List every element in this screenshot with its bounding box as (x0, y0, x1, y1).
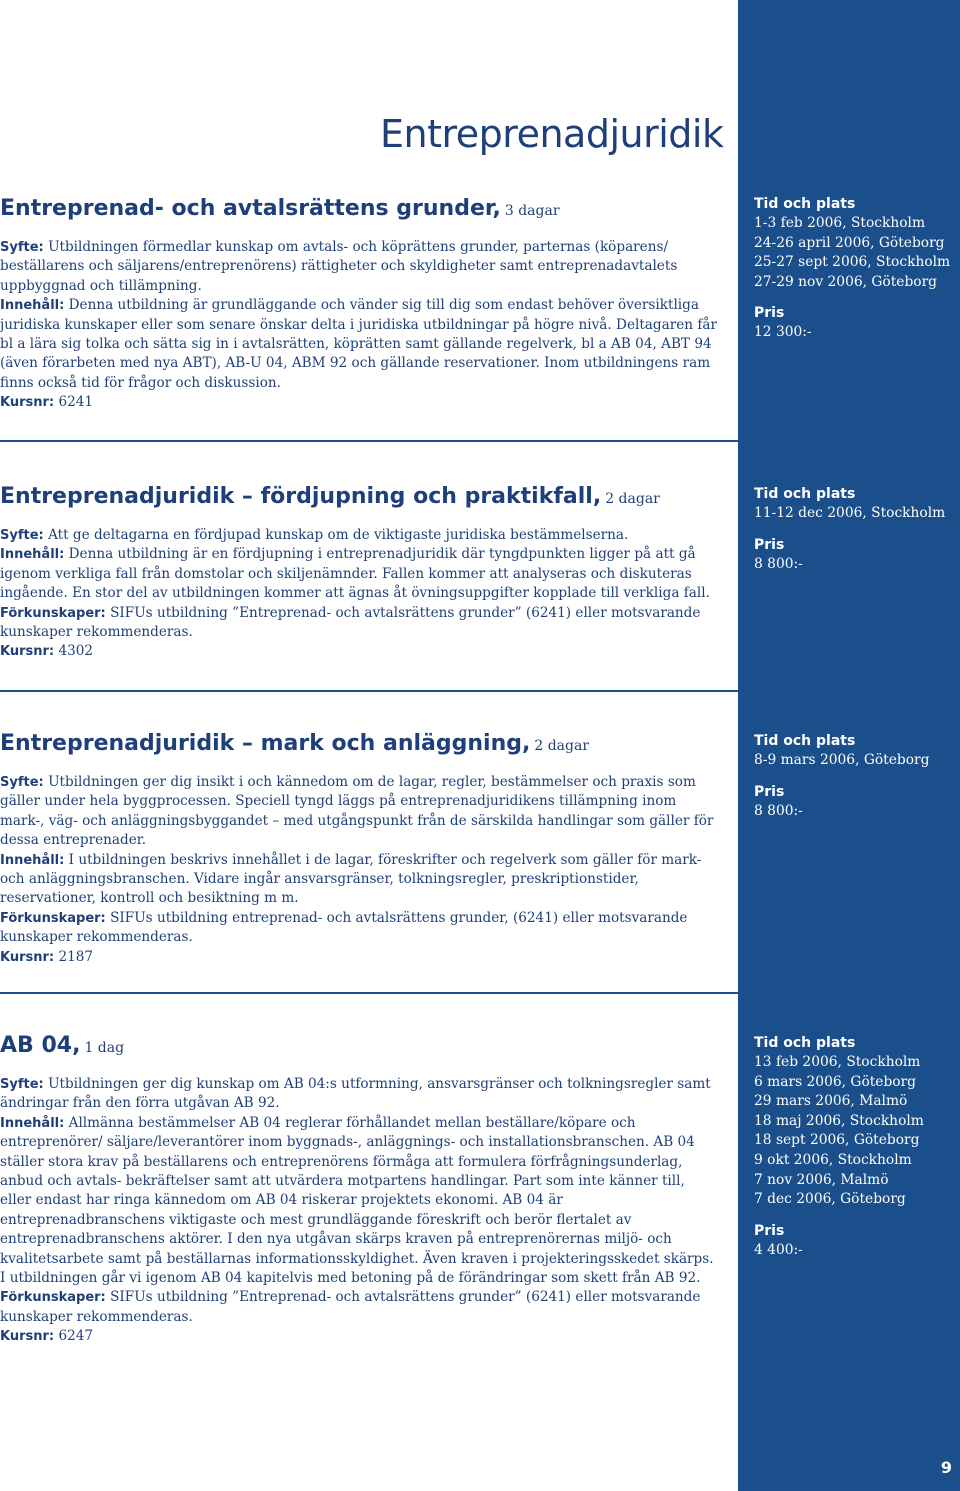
section-divider (0, 992, 960, 994)
date-location: 18 maj 2006, Stockholm (754, 1112, 924, 1129)
date-location: 6 mars 2006, Göteborg (754, 1073, 917, 1090)
page-number: 9 (940, 1458, 952, 1477)
course-title: AB 04, 1 dag (0, 1033, 125, 1058)
course-number: Kursnr: 2187 (0, 948, 94, 965)
course-duration: 3 dagar (504, 203, 560, 219)
date-location: 27-29 nov 2006, Göteborg (754, 273, 938, 290)
course-duration: 2 dagar (605, 491, 660, 507)
course-syfte: Syfte: Att ge deltagarna en fördjupad kunskap om de viktigaste juridiska bestämmelserna. (0, 527, 629, 543)
course-number: Kursnr: 6247 (0, 1328, 94, 1345)
course-number: Kursnr: 4302 (0, 643, 94, 660)
price-value: 12 300:- (754, 324, 812, 341)
course-forkunskaper: Förkunskaper: SIFUs utbildning ”Entreprenad- och avtalsrättens grunder” (6241) eller motsvarande kunskaper rekommenderas. (0, 1289, 701, 1325)
course-duration: 2 dagar (534, 738, 590, 754)
page-title: Entreprenadjuridik (380, 112, 724, 156)
price-value: 8 800:- (754, 802, 803, 819)
tid-och-plats-heading: Tid och plats (754, 486, 856, 502)
course-syfte: Syfte: Utbildningen förmedlar kunskap om avtals- och köprättens grunder, parternas (köparens/ beställarens och säljarens/entreprenörens) rättigheter och skyldigheter samt entreprenadavtalets uppbyggnad och tillämpning. (0, 239, 678, 294)
course-innehall: Innehåll: Denna utbildning är en fördjupning i entreprenadjuridik där tyngdpunkten ligger på att gå igenom verkliga fall från domstolar och skiljenämnder. Fallen kommer att analyseras och diskuteras ingående. En stor del av utbildningen kommer att ägnas åt övningsuppgifter kopplade till verkliga fall. (0, 546, 710, 602)
course-innehall: Innehåll: Denna utbildning är grundläggande och vänder sig till dig som endast behöver översiktliga juridiska kunskaper eller som senare önskar delta i juridiska utbildningar på högre nivå. Deltagaren får bl a lära sig tolka och sätta sig in i avtalsrätten, köprätten samt gällande regelverk, bl a AB 04, ABT 94 (även förarbeten med nya ABT), AB-U 04, ABM 92 och gällande reservationer. Inom utbildningens ram finns också tid för frågor och diskussion. (0, 297, 717, 391)
date-location: 7 nov 2006, Malmö (754, 1171, 889, 1188)
tid-och-plats-heading: Tid och plats (754, 1035, 856, 1051)
course-innehall: Innehåll: I utbildningen beskrivs innehållet i de lagar, föreskrifter och regelverk som gäller för mark- och anläggningsbranschen. Vidare ingår ansvarsgränser, tolkningsregler, preskriptionstider, reservationer, kontroll och besiktning m m. (0, 851, 702, 907)
course-forkunskaper: Förkunskaper: SIFUs utbildning entreprenad- och avtalsrättens grunder, (6241) eller motsvarande kunskaper rekommenderas. (0, 909, 688, 946)
date-location: 1-3 feb 2006, Stockholm (754, 215, 926, 231)
course-section (0, 1033, 720, 1347)
course-title: Entreprenadjuridik – fördjupning och praktikfall, 2 dagar (0, 484, 660, 509)
course-section (0, 196, 720, 413)
course-forkunskaper: Förkunskaper: SIFUs utbildning ”Entreprenad- och avtalsrättens grunder” (6241) eller motsvarande kunskaper rekommenderas. (0, 604, 701, 641)
pris-heading: Pris (754, 536, 785, 553)
tid-och-plats-heading: Tid och plats (754, 196, 856, 212)
date-location: 18 sept 2006, Göteborg (754, 1132, 920, 1149)
pris-heading: Pris (754, 783, 785, 800)
date-location: 7 dec 2006, Göteborg (754, 1191, 906, 1208)
date-location: 13 feb 2006, Stockholm (754, 1054, 921, 1070)
price-value: 4 400:- (754, 1241, 803, 1258)
course-section (0, 484, 720, 662)
date-location: 9 okt 2006, Stockholm (754, 1151, 912, 1168)
date-location: 11-12 dec 2006, Stockholm (754, 505, 946, 521)
date-location: 29 mars 2006, Malmö (754, 1093, 908, 1110)
course-info-panel (754, 1033, 954, 1260)
course-duration: 1 dag (84, 1040, 125, 1056)
course-title: Entreprenadjuridik – mark och anläggning, 2 dagar (0, 731, 590, 756)
course-info-panel (754, 484, 954, 574)
pris-heading: Pris (754, 305, 785, 322)
course-syfte: Syfte: Utbildningen ger dig kunskap om AB 04:s utformning, ansvarsgränser och tolkningsregler samt ändringar från den förra utgåvan AB 92. (0, 1076, 711, 1112)
course-info-panel (754, 731, 954, 821)
course-number: Kursnr: 6241 (0, 394, 94, 411)
date-location: 25-27 sept 2006, Stockholm (754, 254, 951, 271)
date-location: 24-26 april 2006, Göteborg (754, 234, 945, 251)
tid-och-plats-heading: Tid och plats (754, 733, 856, 749)
date-location: 8-9 mars 2006, Göteborg (754, 752, 930, 768)
course-syfte: Syfte: Utbildningen ger dig insikt i och kännedom om de lagar, regler, bestämmelser och praxis som gäller under hela byggprocessen. Speciell tyngd läggs på entreprenadjuridikens tillämpning inom mark-, väg- och anläggningsbyggandet – med utgångspunkt från de särskilda handlingar som gäller för dessa entreprenader. (0, 774, 714, 849)
course-section (0, 731, 720, 967)
section-divider (0, 440, 960, 442)
course-innehall: Innehåll: Allmänna bestämmelser AB 04 reglerar förhållandet mellan beställare/köpare och entreprenörer/ säljare/leverantörer inom byggnads-, anläggnings- och installationsbranschen. AB 04 ställer stora krav på beställarens och entreprenörens förmåga att formulera förfrågningsunderlag, anbud och avtals- bekräftelser samt att utvärdera motpartens handlingar. Part som inte känner till, eller endast har ringa kännedom om AB 04 riskerar projektets ekonomi. AB 04 är entreprenadbranschens viktigaste och mest grundläggande föreskrift och berör flertalet av entreprenadbranschens aktörer. I den nya utgåvan skärps kraven på entreprenörernas miljö- och kvalitetsarbete samt på beställarnas informationsskyldighet. Även kraven i projekteringsskedet skärps. I utbildningen går vi igenom AB 04 kapitelvis med betoning på de förändringar som skett från AB 92. (0, 1114, 714, 1287)
course-title: Entreprenad- och avtalsrättens grunder, 3 dagar (0, 196, 560, 221)
pris-heading: Pris (754, 1222, 785, 1239)
course-info-panel (754, 194, 954, 343)
price-value: 8 800:- (754, 555, 803, 572)
section-divider (0, 690, 960, 692)
